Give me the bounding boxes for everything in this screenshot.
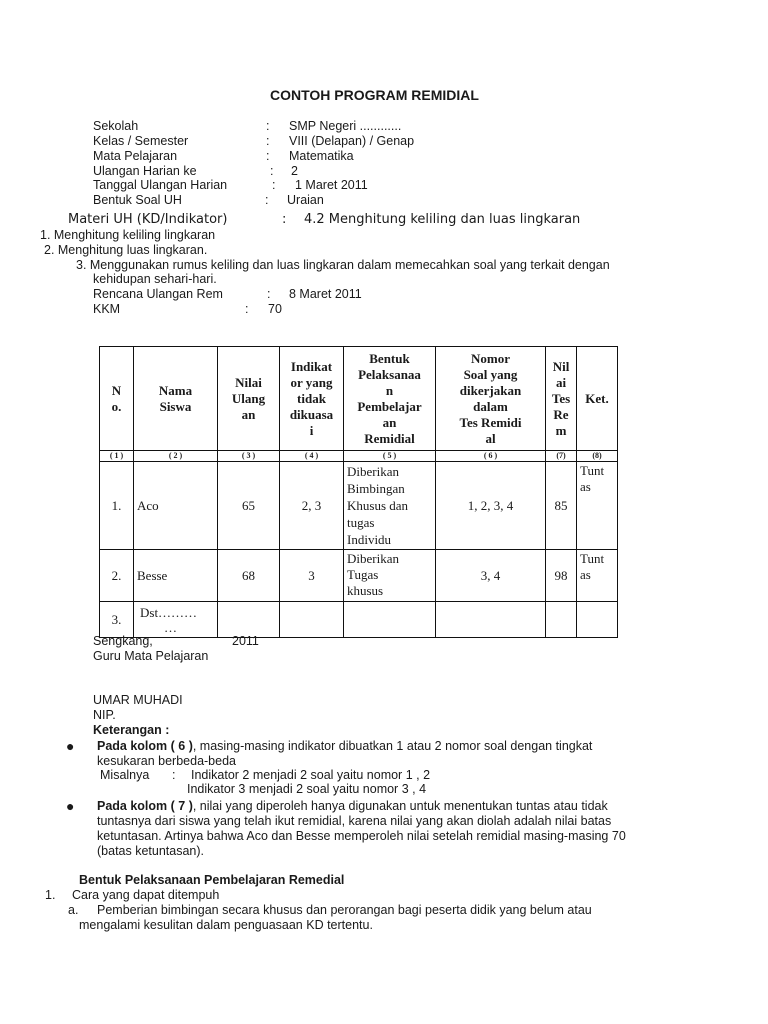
misalnya-label: Misalnya	[100, 768, 150, 782]
section-subitem-a: Pemberian bimbingan secara khusus dan perorangan bagi peserta didik yang belum atau	[97, 903, 592, 917]
index-cell: ( 5 )	[344, 451, 436, 462]
header-nomor: Nomor Soal yang dikerjakan dalam Tes Remidi al	[436, 347, 546, 451]
info-sep: :	[265, 193, 269, 207]
misalnya-line-2: Indikator 3 menjadi 2 soal yaitu nomor 3 , 4	[187, 782, 427, 796]
cell-nilai-tes: 85	[546, 462, 577, 550]
kkm-label: KKM	[93, 302, 121, 316]
index-cell: ( 1 )	[100, 451, 134, 462]
info-value-mapel: Matematika	[289, 149, 354, 163]
cell-indikator	[280, 602, 344, 638]
indikator-item-2: 2. Menghitung luas lingkaran.	[44, 243, 208, 257]
table-row	[100, 550, 618, 602]
index-cell: ( 6 )	[436, 451, 546, 462]
info-value-tanggal: 1 Maret 2011	[295, 178, 368, 192]
info-label-tanggal: Tanggal Ulangan Harian	[93, 178, 228, 192]
rencana-label: Rencana Ulangan Rem	[93, 287, 223, 301]
cell-nilai: 68	[218, 550, 280, 602]
keterangan-item-1: Pada kolom ( 6 ), masing-masing indikator dibuatkan 1 atau 2 nomor soal dengan tingkat	[97, 739, 593, 753]
cell-ket	[577, 602, 618, 638]
cell-nama: Dst……… …	[134, 602, 218, 638]
signature-place: Sengkang,	[93, 634, 153, 648]
index-cell: ( 4 )	[280, 451, 344, 462]
cell-bentuk: Diberikan Tugas khusus	[344, 550, 436, 602]
index-cell: ( 3 )	[218, 451, 280, 462]
cell-nilai	[218, 602, 280, 638]
header-nama: Nama Siswa	[134, 347, 218, 451]
keterangan-heading: Keterangan :	[93, 723, 170, 737]
cell-nomor: 3, 4	[436, 550, 546, 602]
bullet-icon: ●	[66, 798, 75, 814]
table-row	[100, 462, 618, 550]
kkm-value: 70	[268, 302, 282, 316]
info-label-kelas: Kelas / Semester	[93, 134, 189, 148]
table-header-row	[100, 347, 618, 451]
info-sep: :	[266, 119, 270, 133]
cell-nilai-tes: 98	[546, 550, 577, 602]
cell-nomor: 1, 2, 3, 4	[436, 462, 546, 550]
info-value-kelas: VIII (Delapan) / Genap	[289, 134, 415, 148]
info-label-sekolah: Sekolah	[93, 119, 139, 133]
table-row	[100, 602, 618, 638]
section-subitem-label: a.	[68, 903, 79, 917]
keterangan-item-2-cont: ketuntasan. Artinya bahwa Aco dan Besse memperoleh nilai setelah remidial masing-masing 70	[97, 829, 626, 843]
cell-no: 3.	[100, 602, 134, 638]
indikator-item-3: 3. Menggunakan rumus keliling dan luas lingkaran dalam memecahkan soal yang terkait dengan	[76, 258, 610, 272]
info-sep: :	[272, 178, 276, 192]
indikator-item-3-cont: kehidupan sehari-hari.	[93, 272, 217, 286]
cell-no: 2.	[100, 550, 134, 602]
info-label-ulangan: Ulangan Harian ke	[93, 164, 197, 178]
materi-value: 4.2 Menghitung keliling dan luas lingkaran	[304, 212, 581, 227]
cell-bentuk	[344, 602, 436, 638]
keterangan-item-2-cont: (batas ketuntasan).	[97, 844, 205, 858]
header-nilai-tes: Nil ai Tes Re m	[546, 347, 577, 451]
cell-no: 1.	[100, 462, 134, 550]
cell-nilai-tes	[546, 602, 577, 638]
keterangan-item-1-cont: kesukaran berbeda-beda	[97, 754, 236, 768]
keterangan-item-2: Pada kolom ( 7 ), nilai yang diperoleh hanya digunakan untuk menentukan tuntas atau tidak	[97, 799, 608, 813]
info-value-ulangan: 2	[291, 164, 298, 178]
section-item-1: Cara yang dapat ditempuh	[72, 888, 220, 902]
signature-name: UMAR MUHADI	[93, 693, 183, 707]
cell-ket: Tunt as	[577, 550, 618, 602]
page-title: CONTOH PROGRAM REMIDIAL	[270, 87, 479, 103]
materi-label: Materi UH (KD/Indikator)	[68, 212, 228, 227]
misalnya-sep: :	[172, 768, 176, 782]
info-sep: :	[266, 134, 270, 148]
materi-sep: :	[282, 212, 287, 227]
keterangan-item-2-cont: tuntasnya dari siswa yang telah ikut remidial, karena nilai yang akan diolah adalah nilai batas	[97, 814, 612, 828]
cell-indikator: 3	[280, 550, 344, 602]
cell-nomor	[436, 602, 546, 638]
kkm-sep: :	[245, 302, 249, 316]
header-indikator: Indikat or yang tidak dikuasa i	[280, 347, 344, 451]
info-sep: :	[266, 149, 270, 163]
index-cell: ( 2 )	[134, 451, 218, 462]
cell-nama: Aco	[134, 462, 218, 550]
index-cell: (8)	[577, 451, 618, 462]
table-index-row	[100, 451, 618, 462]
section-item-number: 1.	[45, 888, 56, 902]
rencana-value: 8 Maret 2011	[289, 287, 362, 301]
header-ket: Ket.	[577, 347, 618, 451]
info-sep: :	[270, 164, 274, 178]
signature-nip: NIP.	[93, 708, 116, 722]
cell-bentuk: Diberikan Bimbingan Khusus dan tugas Individu	[344, 462, 436, 550]
indikator-item-1: 1. Menghitung keliling lingkaran	[40, 228, 216, 242]
header-bentuk: Bentuk Pelaksanaa n Pembelajar an Remidial	[344, 347, 436, 451]
rencana-sep: :	[267, 287, 271, 301]
info-value-sekolah: SMP Negeri ............	[289, 119, 402, 133]
info-value-bentuk: Uraian	[287, 193, 324, 207]
info-label-bentuk: Bentuk Soal UH	[93, 193, 182, 207]
cell-ket: Tunt as	[577, 462, 618, 550]
cell-indikator: 2, 3	[280, 462, 344, 550]
bullet-icon: ●	[66, 738, 75, 754]
cell-nama: Besse	[134, 550, 218, 602]
misalnya-line-1: Indikator 2 menjadi 2 soal yaitu nomor 1 , 2	[191, 768, 431, 782]
header-nilai: Nilai Ulang an	[218, 347, 280, 451]
signature-year: 2011	[232, 634, 259, 648]
header-no: N o.	[100, 347, 134, 451]
remedial-table	[99, 346, 618, 638]
info-label-mapel: Mata Pelajaran	[93, 149, 178, 163]
signature-role: Guru Mata Pelajaran	[93, 649, 209, 663]
section-heading: Bentuk Pelaksanaan Pembelajaran Remedial	[79, 873, 345, 887]
cell-nilai: 65	[218, 462, 280, 550]
index-cell: (7)	[546, 451, 577, 462]
section-subitem-a-cont: mengalami kesulitan dalam penguasaan KD tertentu.	[79, 918, 373, 932]
